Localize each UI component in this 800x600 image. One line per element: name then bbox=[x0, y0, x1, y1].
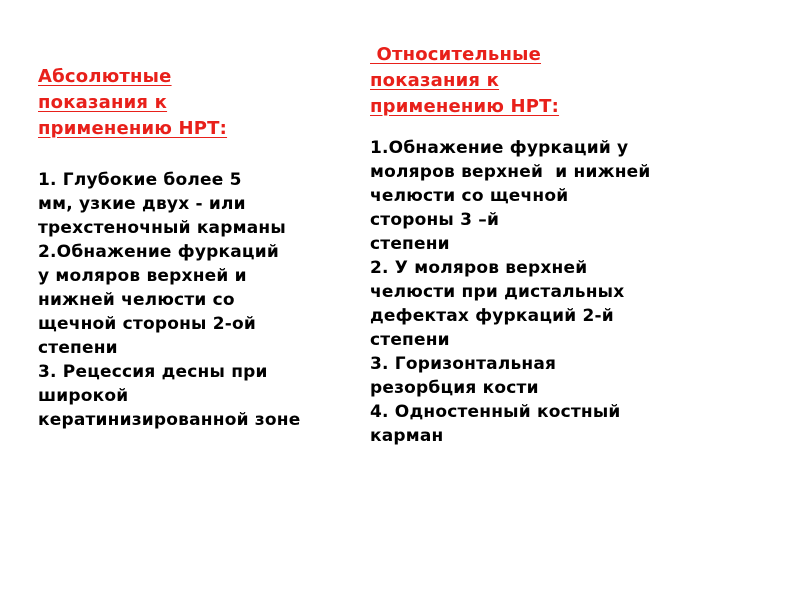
relative-indications-column bbox=[370, 42, 700, 448]
absolute-indications-list bbox=[38, 168, 338, 432]
list-line: кератинизированной зоне bbox=[38, 410, 301, 430]
heading-line: показания к bbox=[38, 92, 168, 113]
list-line: моляров верхней и нижней bbox=[370, 162, 651, 182]
list-line: степени bbox=[38, 338, 118, 358]
list-line: дефектах фуркаций 2-й bbox=[370, 306, 614, 326]
list-line: мм, узкие двух - или bbox=[38, 194, 246, 214]
relative-indications-list bbox=[370, 136, 700, 448]
list-line: степени bbox=[370, 330, 450, 350]
list-line: челюсти при дистальных bbox=[370, 282, 625, 302]
list-line: трехстеночный карманы bbox=[38, 218, 286, 238]
list-line: 1.Обнажение фуркаций у bbox=[370, 138, 629, 158]
list-line: стороны 3 –й bbox=[370, 210, 500, 230]
list-line: 1. Глубокие более 5 bbox=[38, 170, 242, 190]
list-line: степени bbox=[370, 234, 450, 254]
list-line: резорбция кости bbox=[370, 378, 539, 398]
list-line: 3. Горизонтальная bbox=[370, 354, 557, 374]
heading-line: применению НРТ: bbox=[38, 118, 228, 139]
list-line: 2.Обнажение фуркаций bbox=[38, 242, 279, 262]
absolute-indications-heading bbox=[38, 64, 338, 142]
list-line: щечной стороны 2-ой bbox=[38, 314, 257, 334]
list-line: у моляров верхней и bbox=[38, 266, 247, 286]
list-line: 3. Рецессия десны при bbox=[38, 362, 268, 382]
list-line: 4. Одностенный костный bbox=[370, 402, 621, 422]
heading-line: показания к bbox=[370, 70, 500, 91]
list-line: челюсти со щечной bbox=[370, 186, 569, 206]
absolute-indications-column bbox=[38, 64, 338, 432]
relative-indications-heading bbox=[370, 42, 700, 120]
list-line: 2. У моляров верхней bbox=[370, 258, 588, 278]
heading-line: применению НРТ: bbox=[370, 96, 560, 117]
list-line: широкой bbox=[38, 386, 129, 406]
heading-line: Абсолютные bbox=[38, 66, 172, 87]
list-line: карман bbox=[370, 426, 444, 446]
list-line: нижней челюсти со bbox=[38, 290, 235, 310]
heading-line: Относительные bbox=[370, 44, 542, 65]
